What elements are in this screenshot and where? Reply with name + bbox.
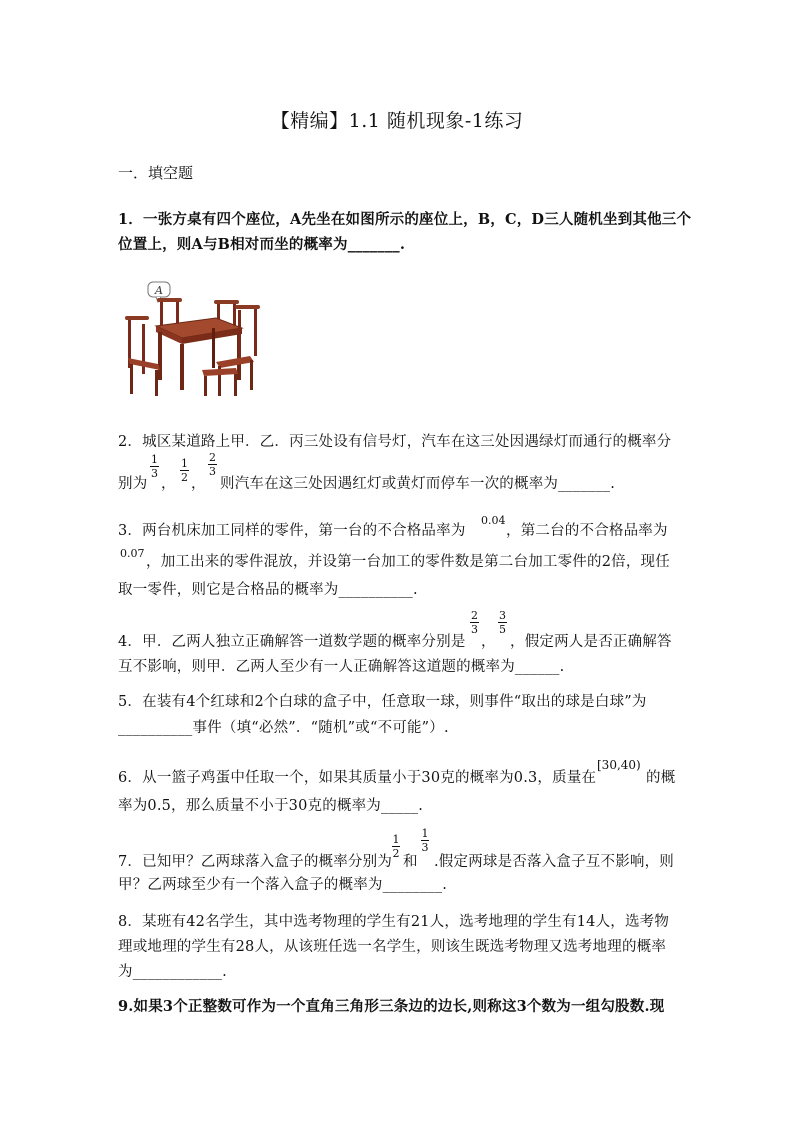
q2-f2-den: 2 bbox=[181, 471, 188, 484]
q4-fraction-1 bbox=[470, 610, 479, 635]
q6-line2: 率为0.5，那么质量不小于30克的概率为_____. bbox=[118, 798, 424, 814]
q7-line1: 7．已知甲？乙两球落入盒子的概率分别为 bbox=[118, 854, 393, 870]
q5-line2: __________事件（填“必然”．“随机”或“不可能”）. bbox=[118, 720, 449, 736]
q4-f2-num: 3 bbox=[499, 609, 506, 622]
q2-comma-1: ， bbox=[161, 476, 176, 492]
q2-f3-den: 3 bbox=[209, 465, 216, 478]
q7-fraction-2 bbox=[421, 828, 429, 853]
q4-f1-num: 2 bbox=[471, 609, 478, 622]
q2-comma-2: ， bbox=[191, 476, 206, 492]
q7-line1b: .假定两球是否落入盒子互不影响，则 bbox=[434, 854, 675, 870]
q8-line2: 理或地理的学生有28人，从该班任选一名学生，则该生既选考物理又选考地理的概率 bbox=[118, 939, 667, 955]
q7-f2-num: 1 bbox=[421, 827, 429, 840]
q1-line1: 1．一张方桌有四个座位，A先坐在如图所示的座位上，B，C，D三人随机坐到其他三个 bbox=[118, 211, 692, 228]
q6-line1: 6．从一篮子鸡蛋中任取一个，如果其质量小于30克的概率为0.3，质量在 bbox=[118, 770, 597, 786]
q7-and: 和 bbox=[403, 854, 418, 870]
q3-line1b: ，第二台的不合格品率为 bbox=[506, 523, 668, 539]
q2-fraction-3 bbox=[208, 452, 217, 477]
table-chairs-illustration bbox=[120, 278, 270, 400]
q2-f1-num: 1 bbox=[151, 453, 158, 466]
q5-line1: 5．在装有4个红球和2个白球的盒子中，任意取一球，则事件“取出的球是白球”为 bbox=[118, 694, 647, 710]
q2-f1-den: 3 bbox=[151, 467, 158, 480]
q1-line2: 位置上，则A与B相对而坐的概率为_______. bbox=[118, 236, 406, 253]
q6-interval: [30,40) bbox=[597, 758, 641, 772]
seat-label-a: A bbox=[155, 284, 163, 297]
q3-rate-1: 0.04 bbox=[481, 514, 506, 527]
q2-line1: 2．城区某道路上甲．乙．丙三处设有信号灯，汽车在这三处因遇绿灯而通行的概率分 bbox=[118, 434, 672, 450]
q4-f2-den: 5 bbox=[499, 623, 506, 636]
q4-line1: 4．甲．乙两人独立正确解答一道数学题的概率分别是 bbox=[118, 634, 466, 650]
q4-fraction-2 bbox=[498, 610, 507, 635]
q3-line1: 3．两台机床加工同样的零件，第一台的不合格品率为 bbox=[118, 523, 466, 539]
q2-fraction-1 bbox=[150, 454, 159, 479]
q3-line2: ，加工出来的零件混放，并设第一台加工的零件数是第二台加工零件的2倍，现任 bbox=[146, 554, 670, 570]
q7-f1-den: 2 bbox=[392, 847, 400, 860]
q9-line1: 9.如果3个正整数可作为一个直角三角形三条边的边长,则称这3个数为一组勾股数.现 bbox=[118, 998, 665, 1015]
q8-line3: 为____________. bbox=[118, 964, 227, 980]
q3-line3: 取一零件，则它是合格品的概率为__________. bbox=[118, 582, 418, 598]
q2-fraction-2 bbox=[180, 458, 189, 483]
q2-suffix: 则汽车在这三处因遇红灯或黄灯而停车一次的概率为_______. bbox=[220, 476, 616, 492]
q8-line1: 8．某班有42名学生，其中选考物理的学生有21人，选考地理的学生有14人，选考物 bbox=[118, 914, 670, 930]
q6-line1b: 的概 bbox=[646, 770, 676, 786]
q2-f2-num: 1 bbox=[181, 457, 188, 470]
page-title: 【精编】1.1 随机现象-1练习 bbox=[270, 110, 524, 132]
q2-prefix: 别为 bbox=[118, 476, 148, 492]
q2-f3-num: 2 bbox=[209, 451, 216, 464]
q7-f2-den: 3 bbox=[421, 841, 429, 854]
q7-f1-num: 1 bbox=[392, 833, 400, 846]
q4-line2: 互不影响，则甲．乙两人至少有一人正确解答这道题的概率为______. bbox=[118, 659, 565, 675]
q7-fraction-1 bbox=[392, 834, 400, 859]
section-heading: 一．填空题 bbox=[118, 164, 194, 182]
q3-rate-2: 0.07 bbox=[120, 547, 145, 560]
q7-line2: 甲？乙两球至少有一个落入盒子的概率为________. bbox=[118, 877, 448, 893]
q4-line1b: ，假定两人是否正确解答 bbox=[510, 634, 672, 650]
q4-comma: ， bbox=[481, 634, 496, 650]
q4-f1-den: 3 bbox=[471, 623, 478, 636]
table-chairs-drawing bbox=[120, 278, 270, 400]
